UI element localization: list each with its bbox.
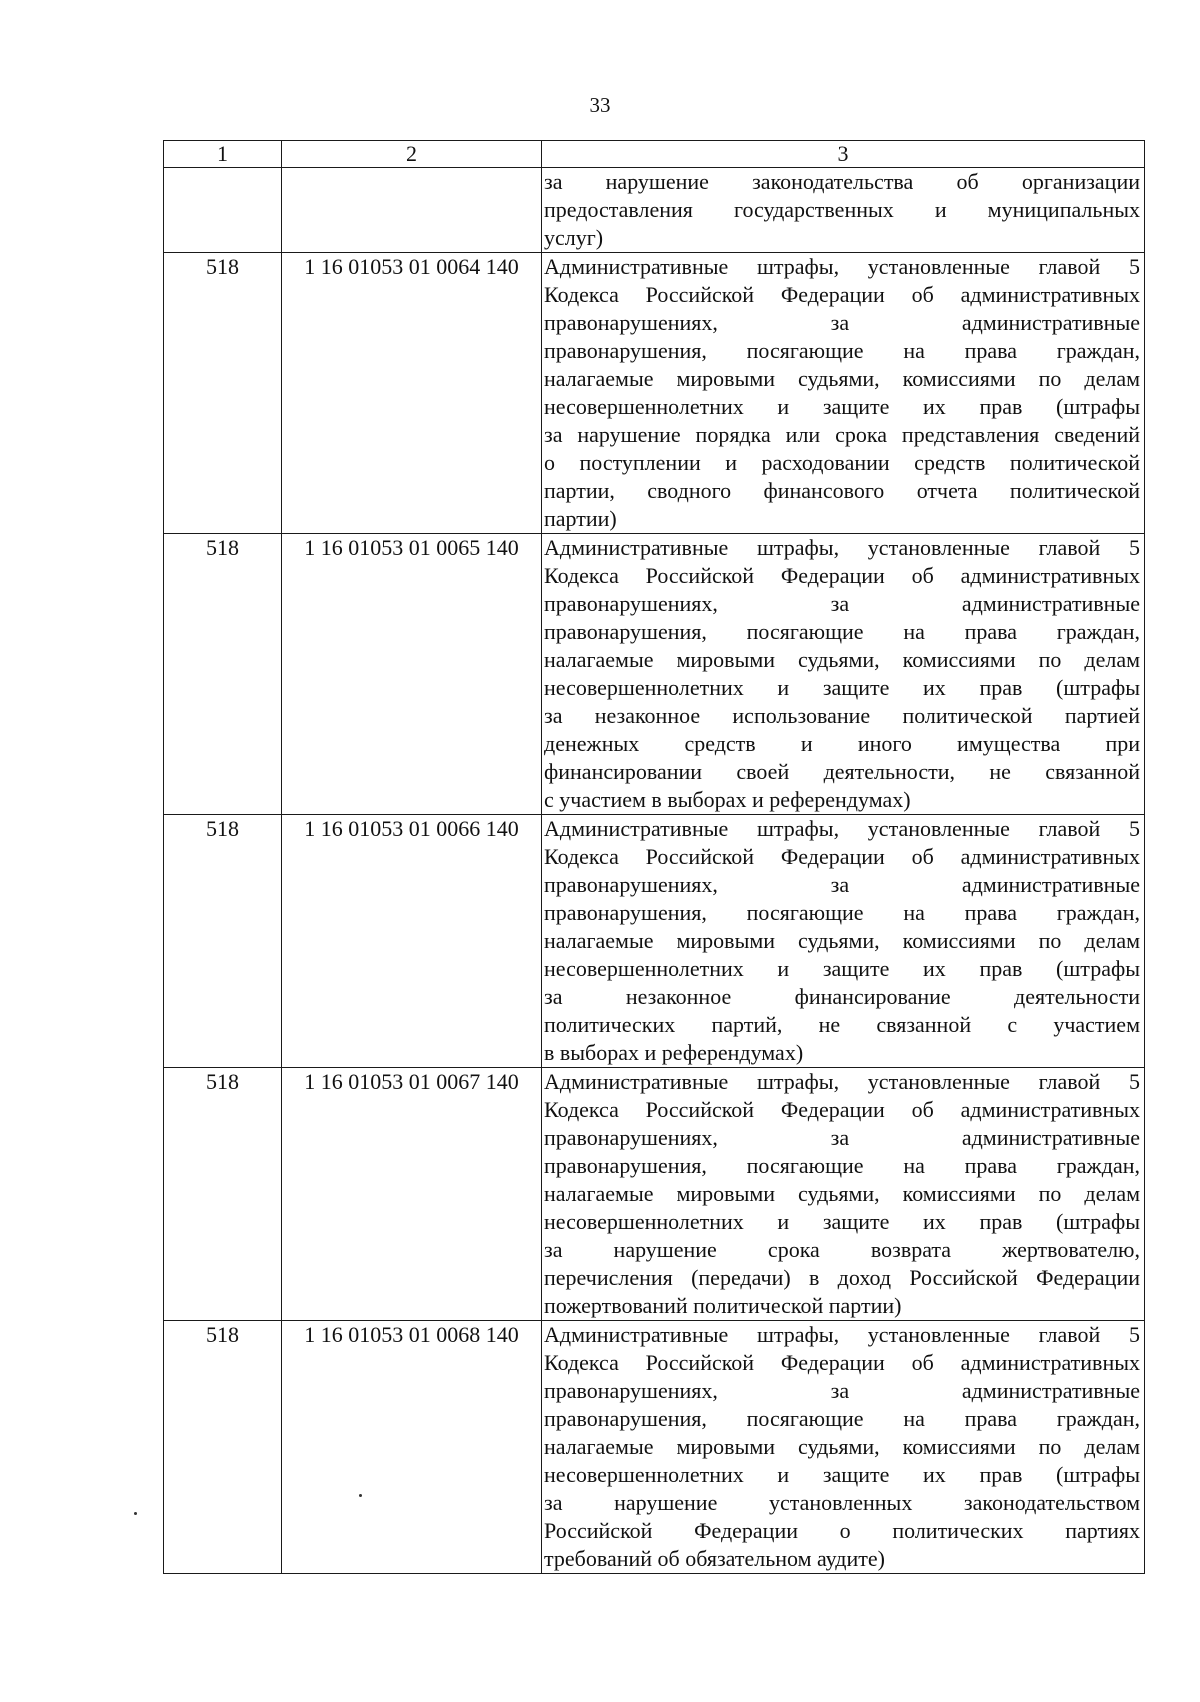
- budget-classification-code-cell: 1 16 01053 01 0068 140: [282, 1321, 542, 1574]
- description-line: политических партий, не связанной с участием: [544, 1012, 1140, 1037]
- table-row: [164, 253, 1145, 534]
- description-line: Кодекса Российской Федерации об административных: [544, 563, 1140, 588]
- admin-code-cell: [164, 168, 282, 253]
- description-line: в выборах и референдумах): [544, 1040, 804, 1065]
- description-line: несовершеннолетних и защите их прав (штрафы: [544, 394, 1140, 419]
- description-line: правонарушениях, за административные: [544, 591, 1140, 616]
- scan-speck: [134, 1512, 137, 1515]
- description-cell: [542, 168, 1145, 253]
- admin-code-cell: 518: [164, 534, 282, 815]
- description-cell: [542, 815, 1145, 1068]
- admin-code-cell: 518: [164, 815, 282, 1068]
- description-line: правонарушениях, за административные: [544, 872, 1140, 897]
- description-line: несовершеннолетних и защите их прав (штрафы: [544, 675, 1140, 700]
- description-line: несовершеннолетних и защите их прав (штрафы: [544, 956, 1140, 981]
- table-row: [164, 1068, 1145, 1321]
- budget-classification-code-cell: 1 16 01053 01 0065 140: [282, 534, 542, 815]
- description-line: с участием в выборах и референдумах): [544, 787, 911, 812]
- budget-classification-code-cell: 1 16 01053 01 0064 140: [282, 253, 542, 534]
- description-line: правонарушения, посягающие на права граждан,: [544, 338, 1140, 363]
- description-line: налагаемые мировыми судьями, комиссиями по делам: [544, 1181, 1140, 1206]
- description-line: услуг): [544, 225, 604, 250]
- table-body: [164, 168, 1145, 1574]
- description-line: пожертвований политической партии): [544, 1293, 902, 1318]
- description-line: правонарушениях, за административные: [544, 1378, 1140, 1403]
- admin-code-cell: 518: [164, 1068, 282, 1321]
- admin-code-cell: 518: [164, 253, 282, 534]
- description-line: несовершеннолетних и защите их прав (штрафы: [544, 1209, 1140, 1234]
- description-line: правонарушения, посягающие на права граждан,: [544, 1153, 1140, 1178]
- description-line: правонарушения, посягающие на права граждан,: [544, 1406, 1140, 1431]
- description-line: требований об обязательном аудите): [544, 1546, 885, 1571]
- description-cell: [542, 1068, 1145, 1321]
- scan-speck: [359, 1494, 362, 1497]
- description-line: несовершеннолетних и защите их прав (штрафы: [544, 1462, 1140, 1487]
- description-line: Административные штрафы, установленные главой 5: [544, 1322, 1140, 1347]
- description-line: за нарушение законодательства об организации: [544, 169, 1140, 194]
- description-line: за нарушение срока возврата жертвователю,: [544, 1237, 1140, 1262]
- column-header-2: 2: [282, 141, 542, 168]
- description-line: правонарушениях, за административные: [544, 310, 1140, 335]
- description-line: за нарушение установленных законодательством: [544, 1490, 1140, 1515]
- table-row: [164, 815, 1145, 1068]
- budget-code-table: [163, 140, 1145, 1574]
- column-header-1: 1: [164, 141, 282, 168]
- description-line: предоставления государственных и муниципальных: [544, 197, 1140, 222]
- description-line: налагаемые мировыми судьями, комиссиями по делам: [544, 1434, 1140, 1459]
- description-line: Кодекса Российской Федерации об административных: [544, 1350, 1140, 1375]
- table-row: [164, 168, 1145, 253]
- description-line: денежных средств и иного имущества при: [544, 731, 1140, 756]
- description-line: правонарушения, посягающие на права граждан,: [544, 900, 1140, 925]
- description-line: за незаконное финансирование деятельности: [544, 984, 1140, 1009]
- column-header-3: 3: [542, 141, 1145, 168]
- description-line: правонарушения, посягающие на права граждан,: [544, 619, 1140, 644]
- description-cell: [542, 253, 1145, 534]
- description-line: партии, сводного финансового отчета политической: [544, 478, 1140, 503]
- budget-classification-code-cell: 1 16 01053 01 0067 140: [282, 1068, 542, 1321]
- description-cell: [542, 534, 1145, 815]
- description-line: за нарушение порядка или срока представления сведений: [544, 422, 1140, 447]
- table-header-row: [164, 141, 1145, 168]
- description-line: Административные штрафы, установленные главой 5: [544, 1069, 1140, 1094]
- description-line: Кодекса Российской Федерации об административных: [544, 282, 1140, 307]
- description-line: перечисления (передачи) в доход Российской Федерации: [544, 1265, 1140, 1290]
- description-line: о поступлении и расходовании средств политической: [544, 450, 1140, 475]
- description-line: правонарушениях, за административные: [544, 1125, 1140, 1150]
- budget-classification-code-cell: [282, 168, 542, 253]
- description-line: налагаемые мировыми судьями, комиссиями по делам: [544, 928, 1140, 953]
- page-number: 33: [589, 93, 611, 117]
- table-row: [164, 534, 1145, 815]
- description-line: за незаконное использование политической партией: [544, 703, 1140, 728]
- budget-classification-code-cell: 1 16 01053 01 0066 140: [282, 815, 542, 1068]
- description-line: Административные штрафы, установленные главой 5: [544, 816, 1140, 841]
- description-line: Кодекса Российской Федерации об административных: [544, 1097, 1140, 1122]
- description-line: Административные штрафы, установленные главой 5: [544, 535, 1140, 560]
- description-line: партии): [544, 506, 617, 531]
- table-row: [164, 1321, 1145, 1574]
- description-line: финансировании своей деятельности, не связанной: [544, 759, 1140, 784]
- description-line: Кодекса Российской Федерации об административных: [544, 844, 1140, 869]
- admin-code-cell: 518: [164, 1321, 282, 1574]
- description-cell: [542, 1321, 1145, 1574]
- description-line: Российской Федерации о политических партиях: [544, 1518, 1140, 1543]
- description-line: налагаемые мировыми судьями, комиссиями по делам: [544, 647, 1140, 672]
- description-line: налагаемые мировыми судьями, комиссиями по делам: [544, 366, 1140, 391]
- description-line: Административные штрафы, установленные главой 5: [544, 254, 1140, 279]
